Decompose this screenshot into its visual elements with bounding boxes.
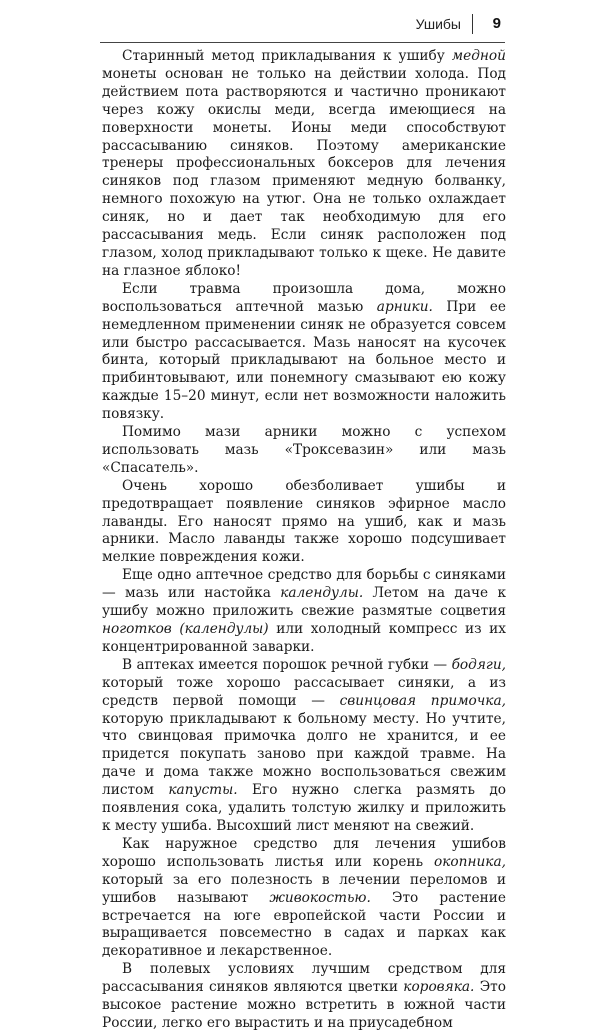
page-number: 9 [492,15,501,32]
text-run: Очень хорошо обезболивает ушибы и предотвращает появление синяков эфирное масло лаванды. Его наносят прямо на ушиб, как и мазь арники. Масло лаванды также хорошо подсушивает мелкие повреждения кожи. [102,477,506,566]
header-separator [472,14,473,34]
paragraph [102,424,506,478]
paragraph [102,281,506,424]
italic-term: медной [451,48,506,64]
text-run: Это растение встречается на юге европейской части России и выращивается повсеместно в садах и парках как декоративное и лекарственное. [102,889,506,960]
paragraph [102,961,506,1033]
text-run: который за его полезность в лечении переломов и ушибов называют [102,871,506,906]
text-run: В полевых условиях лучшим средством для рассасывания синяков являются цветки [102,961,506,996]
italic-term: капусты. [168,782,238,799]
running-header [100,14,505,43]
paragraph [102,836,506,961]
italic-term: окопника, [434,853,506,870]
paragraph [102,48,506,281]
chapter-title: Ушибы [415,16,461,32]
text-run: Летом на даче к ушибу можно приложить свежие размятые соцветия [102,585,506,620]
text-run: При ее немедленном применении синяк не образуется совсем или быстро рассасывается. Мазь наносят на кусочек бинта, который прикладывают на больное место и прибинтовывают, или понемногу смазывают ею кожу каждые 15–20 минут, если нет возможности наложить повязку. [102,298,506,423]
text-run: Еще одно аптечное средство для борьбы с синяками — мазь или настойка [102,567,506,602]
text-run: В аптеках имеется порошок речной губки — [122,656,452,673]
paragraph [102,478,506,568]
text-run: Как наружное средство для лечения ушибов хорошо использовать листья или корень [102,835,506,870]
body-text [102,48,506,1033]
italic-term: живокостью. [269,889,371,906]
text-run: или холодный компресс из их концентрированной заварки. [102,621,506,655]
text-run: который тоже хорошо рассасывает синяки, а из средств первой помощи — [102,674,506,709]
italic-term: коровяка. [403,979,475,996]
text-run: которую прикладывают к больному месту. Но учтите, что свинцовая примочка долго не хранится, и ее придется покупать заново при каждой травме. На даче и дома также можно воспользоваться свежим листом [102,710,506,799]
text-run: Это высокое растение можно встретить в южной части России, легко его вырастить и на приусадебном [102,979,506,1031]
text-run: Если травма произошла дома, можно воспользоваться аптечной мазью [102,280,506,315]
italic-term: арники. [376,298,433,315]
text-run: монеты основан не только на действии холода. Под действием пота растворяются и частично проникают через кожу окислы меди, всегда имеющиеся на поверхности монеты. Ионы меди способствуют рассасыванию синяков. Поэтому американские тренеры профессиональных боксеров для лечения синяков под глазом применяют медную болванку, немного похожую на утюг. Она не только охлаждает синяк, но и дает так необходимую для его рассасывания медь. Если синяк расположен под глазом, холод прикладывают только к щеке. Не давите на глазное яблоко! [102,65,506,279]
paragraph [102,567,506,657]
text-run: Помимо мази арники можно с успехом использовать мазь «Троксевазин» или мазь «Спасатель». [102,424,506,476]
italic-term: календулы. [280,585,364,602]
text-run: Его нужно слегка размять до появления сока, удалить толстую жилку и приложить к месту ушиба. Высохший лист меняют на свежий. [102,782,506,834]
italic-term: ноготков (календулы) [102,621,269,637]
italic-term: бодяги, [451,656,506,673]
italic-term: свинцовая примочка, [339,692,506,709]
text-run: Старинный метод прикладывания к ушибу [122,48,452,64]
paragraph [102,657,506,836]
